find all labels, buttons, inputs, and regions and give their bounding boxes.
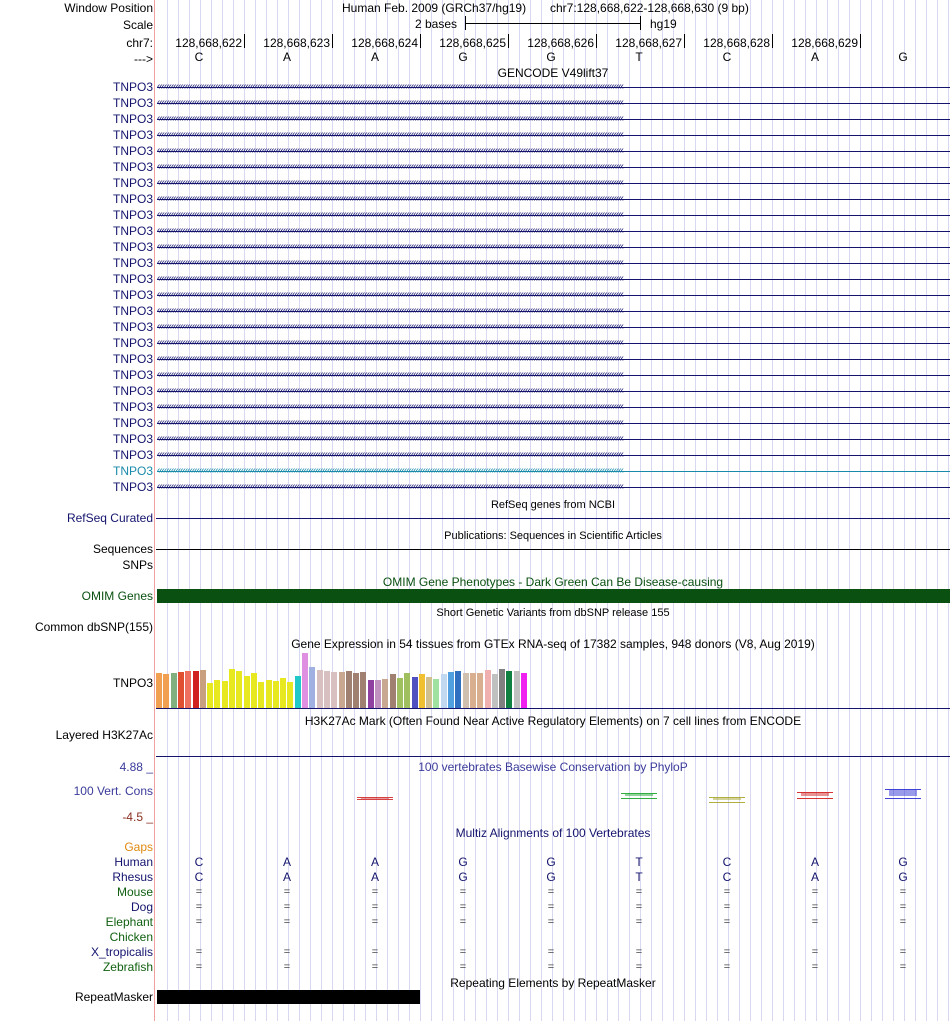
gencode-transcript-label[interactable]: TNPO3 (112, 96, 153, 110)
alignment-match-symbol: = (547, 946, 555, 958)
scale-label: Scale (122, 18, 153, 32)
gtex-tissue-bar[interactable] (499, 669, 505, 708)
species-label[interactable]: Human (114, 855, 153, 869)
phylop-score-mark-body (801, 793, 829, 796)
refseq-title: RefSeq genes from NCBI (490, 499, 616, 511)
species-label[interactable]: Zebrafish (102, 960, 153, 974)
strand-arrows: ‹‹‹‹‹‹‹‹‹‹‹‹‹‹‹‹‹‹‹‹‹‹‹‹‹‹‹‹‹‹‹‹‹‹‹‹‹‹‹‹‹‹‹‹‹‹‹‹‹‹‹‹‹‹‹‹‹‹‹‹‹‹‹‹‹‹‹‹‹‹‹‹‹‹‹‹‹‹‹‹‹‹‹‹‹‹‹‹‹‹‹‹‹‹‹‹‹‹‹‹‹‹‹‹‹‹‹‹‹‹‹‹‹‹‹‹‹‹‹‹‹‹‹‹‹‹‹‹‹‹‹‹‹‹‹‹‹‹‹‹‹‹‹‹‹‹‹‹‹‹‹‹‹‹‹‹‹‹‹‹‹‹‹‹‹‹‹‹‹‹‹‹‹‹‹‹‹‹‹‹‹‹‹‹‹‹‹‹‹‹‹‹‹‹‹‹‹‹‹‹ (157, 82, 624, 92)
gencode-transcript-line[interactable] (157, 274, 950, 284)
base-letter: C (722, 50, 732, 64)
gtex-tissue-bar[interactable] (251, 673, 257, 708)
phylop-label[interactable]: 100 Vert. Cons (73, 784, 153, 798)
base-letter: A (370, 50, 379, 64)
coordinate-tick (772, 34, 773, 48)
position-text: chr7:128,668,622-128,668,630 (9 bp) (550, 1, 749, 15)
alignment-match-symbol: = (547, 886, 555, 898)
alignment-base: G (458, 855, 468, 869)
alignment-match-symbol: = (195, 901, 203, 913)
alignment-base: A (810, 855, 819, 869)
scale-bar-left-tick (465, 16, 466, 30)
assembly-text: Human Feb. 2009 (GRCh37/hg19) (342, 1, 527, 15)
alignment-match-symbol: = (283, 946, 291, 958)
gencode-transcript-label[interactable]: TNPO3 (112, 288, 153, 302)
gtex-tissue-bar[interactable] (353, 673, 359, 708)
base-letter: C (194, 50, 204, 64)
species-label[interactable]: Dog (130, 900, 153, 914)
dbsnp-title: Short Genetic Variants from dbSNP release 155 (436, 607, 670, 619)
alignment-match-symbol: = (811, 916, 819, 928)
scale-bar (465, 23, 641, 24)
multiz-title: Multiz Alignments of 100 Vertebrates (455, 826, 651, 840)
alignment-match-symbol: = (811, 901, 819, 913)
alignment-base: A (282, 855, 291, 869)
gtex-tissue-bar[interactable] (419, 674, 425, 708)
strand-arrows: ‹‹‹‹‹‹‹‹‹‹‹‹‹‹‹‹‹‹‹‹‹‹‹‹‹‹‹‹‹‹‹‹‹‹‹‹‹‹‹‹‹‹‹‹‹‹‹‹‹‹‹‹‹‹‹‹‹‹‹‹‹‹‹‹‹‹‹‹‹‹‹‹‹‹‹‹‹‹‹‹‹‹‹‹‹‹‹‹‹‹‹‹‹‹‹‹‹‹‹‹‹‹‹‹‹‹‹‹‹‹‹‹‹‹‹‹‹‹‹‹‹‹‹‹‹‹‹‹‹‹‹‹‹‹‹‹‹‹‹‹‹‹‹‹‹‹‹‹‹‹‹‹‹‹‹‹‹‹‹‹‹‹‹‹‹‹‹‹‹‹‹‹‹‹‹‹‹‹‹‹‹‹‹‹‹‹‹‹‹‹‹‹‹‹‹‹‹‹‹‹ (157, 114, 624, 124)
gtex-tissue-bar[interactable] (506, 671, 512, 708)
gencode-transcript-label[interactable]: TNPO3 (112, 464, 153, 478)
gaps-label[interactable]: Gaps (124, 840, 153, 854)
gtex-tissue-bar[interactable] (346, 671, 352, 708)
alignment-match-symbol: = (371, 916, 379, 928)
gtex-tissue-bar[interactable] (382, 679, 388, 708)
gencode-transcript-line[interactable] (157, 370, 950, 380)
gtex-tissue-bar[interactable] (185, 671, 191, 708)
gencode-transcript-line[interactable] (157, 418, 950, 428)
gtex-tissue-bar[interactable] (433, 679, 439, 708)
gtex-tissue-bar[interactable] (236, 671, 242, 708)
alignment-match-symbol: = (283, 901, 291, 913)
gencode-transcript-line[interactable] (157, 402, 950, 412)
alignment-match-symbol: = (899, 901, 907, 913)
alignment-match-symbol: = (459, 901, 467, 913)
alignment-match-symbol: = (811, 946, 819, 958)
phylop-score-mark-body (713, 798, 741, 800)
alignment-base: G (546, 855, 556, 869)
species-label[interactable]: Rhesus (112, 870, 153, 884)
gencode-transcript-line[interactable] (157, 194, 950, 204)
gencode-transcript-label[interactable]: TNPO3 (112, 144, 153, 158)
alignment-match-symbol: = (635, 916, 643, 928)
scale-value: 2 bases (415, 17, 458, 31)
gencode-transcript-line[interactable] (157, 450, 950, 460)
alignment-match-symbol: = (283, 961, 291, 973)
strand-arrows: ‹‹‹‹‹‹‹‹‹‹‹‹‹‹‹‹‹‹‹‹‹‹‹‹‹‹‹‹‹‹‹‹‹‹‹‹‹‹‹‹‹‹‹‹‹‹‹‹‹‹‹‹‹‹‹‹‹‹‹‹‹‹‹‹‹‹‹‹‹‹‹‹‹‹‹‹‹‹‹‹‹‹‹‹‹‹‹‹‹‹‹‹‹‹‹‹‹‹‹‹‹‹‹‹‹‹‹‹‹‹‹‹‹‹‹‹‹‹‹‹‹‹‹‹‹‹‹‹‹‹‹‹‹‹‹‹‹‹‹‹‹‹‹‹‹‹‹‹‹‹‹‹‹‹‹‹‹‹‹‹‹‹‹‹‹‹‹‹‹‹‹‹‹‹‹‹‹‹‹‹‹‹‹‹‹‹‹‹‹‹‹‹‹‹‹‹‹‹‹‹ (157, 290, 624, 300)
publications-title: Publications: Sequences in Scientific Articles (444, 530, 662, 542)
gtex-tissue-bar[interactable] (222, 681, 228, 708)
gencode-transcript-line[interactable] (157, 210, 950, 220)
gtex-tissue-bar[interactable] (295, 676, 301, 708)
gencode-transcript-line[interactable] (157, 322, 950, 332)
species-label[interactable]: Chicken (109, 930, 153, 944)
alignment-match-symbol: = (371, 946, 379, 958)
h3k27ac-label[interactable]: Layered H3K27Ac (55, 728, 153, 742)
coordinate-label: 128,668,627 (615, 36, 682, 50)
phylop-min-label: -4.5 _ (122, 810, 153, 824)
gtex-tissue-bar[interactable] (455, 671, 461, 708)
coordinate-label: 128,668,628 (703, 36, 770, 50)
alignment-match-symbol: = (283, 886, 291, 898)
alignment-match-symbol: = (195, 961, 203, 973)
coordinate-tick (332, 34, 333, 48)
coordinate-tick (244, 34, 245, 48)
alignment-match-symbol: = (899, 961, 907, 973)
gtex-tissue-bar[interactable] (302, 653, 308, 708)
gencode-transcript-line[interactable] (157, 98, 950, 108)
omim-label[interactable]: OMIM Genes (81, 589, 153, 603)
strand-arrows: ‹‹‹‹‹‹‹‹‹‹‹‹‹‹‹‹‹‹‹‹‹‹‹‹‹‹‹‹‹‹‹‹‹‹‹‹‹‹‹‹‹‹‹‹‹‹‹‹‹‹‹‹‹‹‹‹‹‹‹‹‹‹‹‹‹‹‹‹‹‹‹‹‹‹‹‹‹‹‹‹‹‹‹‹‹‹‹‹‹‹‹‹‹‹‹‹‹‹‹‹‹‹‹‹‹‹‹‹‹‹‹‹‹‹‹‹‹‹‹‹‹‹‹‹‹‹‹‹‹‹‹‹‹‹‹‹‹‹‹‹‹‹‹‹‹‹‹‹‹‹‹‹‹‹‹‹‹‹‹‹‹‹‹‹‹‹‹‹‹‹‹‹‹‹‹‹‹‹‹‹‹‹‹‹‹‹‹‹‹‹‹‹‹‹‹‹‹‹‹‹ (157, 306, 624, 316)
gtex-tissue-bar[interactable] (390, 674, 396, 708)
strand-arrows: ‹‹‹‹‹‹‹‹‹‹‹‹‹‹‹‹‹‹‹‹‹‹‹‹‹‹‹‹‹‹‹‹‹‹‹‹‹‹‹‹‹‹‹‹‹‹‹‹‹‹‹‹‹‹‹‹‹‹‹‹‹‹‹‹‹‹‹‹‹‹‹‹‹‹‹‹‹‹‹‹‹‹‹‹‹‹‹‹‹‹‹‹‹‹‹‹‹‹‹‹‹‹‹‹‹‹‹‹‹‹‹‹‹‹‹‹‹‹‹‹‹‹‹‹‹‹‹‹‹‹‹‹‹‹‹‹‹‹‹‹‹‹‹‹‹‹‹‹‹‹‹‹‹‹‹‹‹‹‹‹‹‹‹‹‹‹‹‹‹‹‹‹‹‹‹‹‹‹‹‹‹‹‹‹‹‹‹‹‹‹‹‹‹‹‹‹‹‹‹‹ (157, 450, 624, 460)
alignment-base: C (722, 855, 732, 869)
alignment-match-symbol: = (723, 961, 731, 973)
strand-arrows: ‹‹‹‹‹‹‹‹‹‹‹‹‹‹‹‹‹‹‹‹‹‹‹‹‹‹‹‹‹‹‹‹‹‹‹‹‹‹‹‹‹‹‹‹‹‹‹‹‹‹‹‹‹‹‹‹‹‹‹‹‹‹‹‹‹‹‹‹‹‹‹‹‹‹‹‹‹‹‹‹‹‹‹‹‹‹‹‹‹‹‹‹‹‹‹‹‹‹‹‹‹‹‹‹‹‹‹‹‹‹‹‹‹‹‹‹‹‹‹‹‹‹‹‹‹‹‹‹‹‹‹‹‹‹‹‹‹‹‹‹‹‹‹‹‹‹‹‹‹‹‹‹‹‹‹‹‹‹‹‹‹‹‹‹‹‹‹‹‹‹‹‹‹‹‹‹‹‹‹‹‹‹‹‹‹‹‹‹‹‹‹‹‹‹‹‹‹‹‹‹ (157, 482, 624, 492)
scale-bar-right-tick (640, 16, 641, 30)
gtex-tissue-bar[interactable] (273, 681, 279, 708)
strand-arrows: ‹‹‹‹‹‹‹‹‹‹‹‹‹‹‹‹‹‹‹‹‹‹‹‹‹‹‹‹‹‹‹‹‹‹‹‹‹‹‹‹‹‹‹‹‹‹‹‹‹‹‹‹‹‹‹‹‹‹‹‹‹‹‹‹‹‹‹‹‹‹‹‹‹‹‹‹‹‹‹‹‹‹‹‹‹‹‹‹‹‹‹‹‹‹‹‹‹‹‹‹‹‹‹‹‹‹‹‹‹‹‹‹‹‹‹‹‹‹‹‹‹‹‹‹‹‹‹‹‹‹‹‹‹‹‹‹‹‹‹‹‹‹‹‹‹‹‹‹‹‹‹‹‹‹‹‹‹‹‹‹‹‹‹‹‹‹‹‹‹‹‹‹‹‹‹‹‹‹‹‹‹‹‹‹‹‹‹‹‹‹‹‹‹‹‹‹‹‹‹‹ (157, 370, 624, 380)
strand-arrows: ‹‹‹‹‹‹‹‹‹‹‹‹‹‹‹‹‹‹‹‹‹‹‹‹‹‹‹‹‹‹‹‹‹‹‹‹‹‹‹‹‹‹‹‹‹‹‹‹‹‹‹‹‹‹‹‹‹‹‹‹‹‹‹‹‹‹‹‹‹‹‹‹‹‹‹‹‹‹‹‹‹‹‹‹‹‹‹‹‹‹‹‹‹‹‹‹‹‹‹‹‹‹‹‹‹‹‹‹‹‹‹‹‹‹‹‹‹‹‹‹‹‹‹‹‹‹‹‹‹‹‹‹‹‹‹‹‹‹‹‹‹‹‹‹‹‹‹‹‹‹‹‹‹‹‹‹‹‹‹‹‹‹‹‹‹‹‹‹‹‹‹‹‹‹‹‹‹‹‹‹‹‹‹‹‹‹‹‹‹‹‹‹‹‹‹‹‹‹‹‹ (157, 162, 624, 172)
gencode-transcript-line[interactable] (157, 242, 950, 252)
alignment-match-symbol: = (459, 961, 467, 973)
alignment-match-symbol: = (371, 901, 379, 913)
publications-label[interactable]: Sequences (92, 542, 153, 556)
strand-arrows: ‹‹‹‹‹‹‹‹‹‹‹‹‹‹‹‹‹‹‹‹‹‹‹‹‹‹‹‹‹‹‹‹‹‹‹‹‹‹‹‹‹‹‹‹‹‹‹‹‹‹‹‹‹‹‹‹‹‹‹‹‹‹‹‹‹‹‹‹‹‹‹‹‹‹‹‹‹‹‹‹‹‹‹‹‹‹‹‹‹‹‹‹‹‹‹‹‹‹‹‹‹‹‹‹‹‹‹‹‹‹‹‹‹‹‹‹‹‹‹‹‹‹‹‹‹‹‹‹‹‹‹‹‹‹‹‹‹‹‹‹‹‹‹‹‹‹‹‹‹‹‹‹‹‹‹‹‹‹‹‹‹‹‹‹‹‹‹‹‹‹‹‹‹‹‹‹‹‹‹‹‹‹‹‹‹‹‹‹‹‹‹‹‹‹‹‹‹‹‹‹ (157, 354, 624, 364)
alignment-base: A (370, 855, 379, 869)
alignment-base: A (810, 870, 819, 884)
alignment-match-symbol: = (899, 886, 907, 898)
alignment-match-symbol: = (811, 961, 819, 973)
alignment-match-symbol: = (723, 916, 731, 928)
gtex-tissue-bar[interactable] (287, 682, 293, 708)
alignment-match-symbol: = (547, 901, 555, 913)
gtex-label[interactable]: TNPO3 (112, 676, 153, 690)
coordinate-label: 128,668,622 (175, 36, 242, 50)
coordinate-tick (420, 34, 421, 48)
refseq-gene-line[interactable] (156, 518, 950, 519)
coordinate-tick (860, 34, 861, 48)
coordinate-label: 128,668,626 (527, 36, 594, 50)
alignment-match-symbol: = (371, 961, 379, 973)
snps-label[interactable]: SNPs (122, 558, 153, 572)
phylop-score-mark-body (625, 794, 653, 796)
gencode-transcript-label[interactable]: TNPO3 (112, 448, 153, 462)
h3k27ac-title: H3K27Ac Mark (Often Found Near Active Regulatory Elements) on 7 cell lines from ENCODE (304, 714, 802, 728)
gtex-tissue-bar[interactable] (375, 680, 381, 708)
base-letter: G (898, 50, 908, 64)
alignment-match-symbol: = (811, 886, 819, 898)
repeatmasker-label[interactable]: RepeatMasker (74, 990, 153, 1004)
gencode-title: GENCODE V49lift37 (497, 66, 609, 80)
gencode-transcript-label[interactable]: TNPO3 (112, 336, 153, 350)
gtex-tissue-bar[interactable] (244, 676, 250, 708)
gencode-transcript-line[interactable] (157, 114, 950, 124)
gtex-tissue-bar[interactable] (441, 674, 447, 708)
strand-arrows: ‹‹‹‹‹‹‹‹‹‹‹‹‹‹‹‹‹‹‹‹‹‹‹‹‹‹‹‹‹‹‹‹‹‹‹‹‹‹‹‹‹‹‹‹‹‹‹‹‹‹‹‹‹‹‹‹‹‹‹‹‹‹‹‹‹‹‹‹‹‹‹‹‹‹‹‹‹‹‹‹‹‹‹‹‹‹‹‹‹‹‹‹‹‹‹‹‹‹‹‹‹‹‹‹‹‹‹‹‹‹‹‹‹‹‹‹‹‹‹‹‹‹‹‹‹‹‹‹‹‹‹‹‹‹‹‹‹‹‹‹‹‹‹‹‹‹‹‹‹‹‹‹‹‹‹‹‹‹‹‹‹‹‹‹‹‹‹‹‹‹‹‹‹‹‹‹‹‹‹‹‹‹‹‹‹‹‹‹‹‹‹‹‹‹‹‹‹‹‹‹ (157, 418, 624, 428)
gencode-transcript-label[interactable]: TNPO3 (112, 400, 153, 414)
gencode-transcript-line[interactable] (157, 482, 950, 492)
species-label[interactable]: Elephant (105, 915, 153, 929)
strand-arrows: ‹‹‹‹‹‹‹‹‹‹‹‹‹‹‹‹‹‹‹‹‹‹‹‹‹‹‹‹‹‹‹‹‹‹‹‹‹‹‹‹‹‹‹‹‹‹‹‹‹‹‹‹‹‹‹‹‹‹‹‹‹‹‹‹‹‹‹‹‹‹‹‹‹‹‹‹‹‹‹‹‹‹‹‹‹‹‹‹‹‹‹‹‹‹‹‹‹‹‹‹‹‹‹‹‹‹‹‹‹‹‹‹‹‹‹‹‹‹‹‹‹‹‹‹‹‹‹‹‹‹‹‹‹‹‹‹‹‹‹‹‹‹‹‹‹‹‹‹‹‹‹‹‹‹‹‹‹‹‹‹‹‹‹‹‹‹‹‹‹‹‹‹‹‹‹‹‹‹‹‹‹‹‹‹‹‹‹‹‹‹‹‹‹‹‹‹‹‹‹‹ (157, 226, 624, 236)
alignment-base: A (282, 870, 291, 884)
dbsnp-label[interactable]: Common dbSNP(155) (34, 620, 153, 634)
gtex-tissue-bar[interactable] (280, 678, 286, 708)
strand-arrows: ‹‹‹‹‹‹‹‹‹‹‹‹‹‹‹‹‹‹‹‹‹‹‹‹‹‹‹‹‹‹‹‹‹‹‹‹‹‹‹‹‹‹‹‹‹‹‹‹‹‹‹‹‹‹‹‹‹‹‹‹‹‹‹‹‹‹‹‹‹‹‹‹‹‹‹‹‹‹‹‹‹‹‹‹‹‹‹‹‹‹‹‹‹‹‹‹‹‹‹‹‹‹‹‹‹‹‹‹‹‹‹‹‹‹‹‹‹‹‹‹‹‹‹‹‹‹‹‹‹‹‹‹‹‹‹‹‹‹‹‹‹‹‹‹‹‹‹‹‹‹‹‹‹‹‹‹‹‹‹‹‹‹‹‹‹‹‹‹‹‹‹‹‹‹‹‹‹‹‹‹‹‹‹‹‹‹‹‹‹‹‹‹‹‹‹‹‹‹‹‹ (157, 130, 624, 140)
gencode-transcript-label[interactable]: TNPO3 (112, 384, 153, 398)
alignment-match-symbol: = (899, 916, 907, 928)
coordinate-label: 128,668,624 (351, 36, 418, 50)
strand-arrows: ‹‹‹‹‹‹‹‹‹‹‹‹‹‹‹‹‹‹‹‹‹‹‹‹‹‹‹‹‹‹‹‹‹‹‹‹‹‹‹‹‹‹‹‹‹‹‹‹‹‹‹‹‹‹‹‹‹‹‹‹‹‹‹‹‹‹‹‹‹‹‹‹‹‹‹‹‹‹‹‹‹‹‹‹‹‹‹‹‹‹‹‹‹‹‹‹‹‹‹‹‹‹‹‹‹‹‹‹‹‹‹‹‹‹‹‹‹‹‹‹‹‹‹‹‹‹‹‹‹‹‹‹‹‹‹‹‹‹‹‹‹‹‹‹‹‹‹‹‹‹‹‹‹‹‹‹‹‹‹‹‹‹‹‹‹‹‹‹‹‹‹‹‹‹‹‹‹‹‹‹‹‹‹‹‹‹‹‹‹‹‹‹‹‹‹‹‹‹‹‹ (157, 178, 624, 188)
gtex-tissue-bar[interactable] (463, 673, 469, 708)
coordinate-tick (508, 34, 509, 48)
gtex-tissue-bar[interactable] (477, 673, 483, 708)
refseq-label[interactable]: RefSeq Curated (66, 511, 153, 525)
strand-arrows: ‹‹‹‹‹‹‹‹‹‹‹‹‹‹‹‹‹‹‹‹‹‹‹‹‹‹‹‹‹‹‹‹‹‹‹‹‹‹‹‹‹‹‹‹‹‹‹‹‹‹‹‹‹‹‹‹‹‹‹‹‹‹‹‹‹‹‹‹‹‹‹‹‹‹‹‹‹‹‹‹‹‹‹‹‹‹‹‹‹‹‹‹‹‹‹‹‹‹‹‹‹‹‹‹‹‹‹‹‹‹‹‹‹‹‹‹‹‹‹‹‹‹‹‹‹‹‹‹‹‹‹‹‹‹‹‹‹‹‹‹‹‹‹‹‹‹‹‹‹‹‹‹‹‹‹‹‹‹‹‹‹‹‹‹‹‹‹‹‹‹‹‹‹‹‹‹‹‹‹‹‹‹‹‹‹‹‹‹‹‹‹‹‹‹‹‹‹‹‹‹ (157, 98, 624, 108)
gencode-transcript-label[interactable]: TNPO3 (112, 480, 153, 494)
omim-title: OMIM Gene Phenotypes - Dark Green Can Be Disease-causing (382, 575, 724, 589)
gencode-transcript-label[interactable]: TNPO3 (112, 160, 153, 174)
gencode-transcript-line[interactable] (157, 146, 950, 156)
gtex-tissue-bar[interactable] (521, 673, 527, 708)
strand-arrows: ‹‹‹‹‹‹‹‹‹‹‹‹‹‹‹‹‹‹‹‹‹‹‹‹‹‹‹‹‹‹‹‹‹‹‹‹‹‹‹‹‹‹‹‹‹‹‹‹‹‹‹‹‹‹‹‹‹‹‹‹‹‹‹‹‹‹‹‹‹‹‹‹‹‹‹‹‹‹‹‹‹‹‹‹‹‹‹‹‹‹‹‹‹‹‹‹‹‹‹‹‹‹‹‹‹‹‹‹‹‹‹‹‹‹‹‹‹‹‹‹‹‹‹‹‹‹‹‹‹‹‹‹‹‹‹‹‹‹‹‹‹‹‹‹‹‹‹‹‹‹‹‹‹‹‹‹‹‹‹‹‹‹‹‹‹‹‹‹‹‹‹‹‹‹‹‹‹‹‹‹‹‹‹‹‹‹‹‹‹‹‹‹‹‹‹‹‹‹‹‹ (157, 338, 624, 348)
gtex-tissue-bar[interactable] (368, 680, 374, 708)
base-letter: T (635, 50, 643, 64)
alignment-match-symbol: = (459, 916, 467, 928)
gtex-tissue-bar[interactable] (397, 678, 403, 708)
alignment-base: C (194, 855, 204, 869)
gencode-transcript-label[interactable]: TNPO3 (112, 352, 153, 366)
gencode-transcript-line[interactable] (157, 82, 950, 92)
gtex-tissue-bar[interactable] (426, 677, 432, 708)
base-letter: A (810, 50, 819, 64)
alignment-match-symbol: = (459, 946, 467, 958)
gencode-transcript-line[interactable] (157, 354, 950, 364)
gencode-transcript-line[interactable] (157, 338, 950, 348)
strand-arrows: ‹‹‹‹‹‹‹‹‹‹‹‹‹‹‹‹‹‹‹‹‹‹‹‹‹‹‹‹‹‹‹‹‹‹‹‹‹‹‹‹‹‹‹‹‹‹‹‹‹‹‹‹‹‹‹‹‹‹‹‹‹‹‹‹‹‹‹‹‹‹‹‹‹‹‹‹‹‹‹‹‹‹‹‹‹‹‹‹‹‹‹‹‹‹‹‹‹‹‹‹‹‹‹‹‹‹‹‹‹‹‹‹‹‹‹‹‹‹‹‹‹‹‹‹‹‹‹‹‹‹‹‹‹‹‹‹‹‹‹‹‹‹‹‹‹‹‹‹‹‹‹‹‹‹‹‹‹‹‹‹‹‹‹‹‹‹‹‹‹‹‹‹‹‹‹‹‹‹‹‹‹‹‹‹‹‹‹‹‹‹‹‹‹‹‹‹‹‹‹‹ (157, 402, 624, 412)
strand-arrows: ‹‹‹‹‹‹‹‹‹‹‹‹‹‹‹‹‹‹‹‹‹‹‹‹‹‹‹‹‹‹‹‹‹‹‹‹‹‹‹‹‹‹‹‹‹‹‹‹‹‹‹‹‹‹‹‹‹‹‹‹‹‹‹‹‹‹‹‹‹‹‹‹‹‹‹‹‹‹‹‹‹‹‹‹‹‹‹‹‹‹‹‹‹‹‹‹‹‹‹‹‹‹‹‹‹‹‹‹‹‹‹‹‹‹‹‹‹‹‹‹‹‹‹‹‹‹‹‹‹‹‹‹‹‹‹‹‹‹‹‹‹‹‹‹‹‹‹‹‹‹‹‹‹‹‹‹‹‹‹‹‹‹‹‹‹‹‹‹‹‹‹‹‹‹‹‹‹‹‹‹‹‹‹‹‹‹‹‹‹‹‹‹‹‹‹‹‹‹‹‹ (157, 146, 624, 156)
publications-line[interactable] (156, 549, 950, 550)
chrom-label: chr7: (126, 36, 153, 50)
phylop-score-mark-body (361, 798, 389, 799)
strand-arrows: ‹‹‹‹‹‹‹‹‹‹‹‹‹‹‹‹‹‹‹‹‹‹‹‹‹‹‹‹‹‹‹‹‹‹‹‹‹‹‹‹‹‹‹‹‹‹‹‹‹‹‹‹‹‹‹‹‹‹‹‹‹‹‹‹‹‹‹‹‹‹‹‹‹‹‹‹‹‹‹‹‹‹‹‹‹‹‹‹‹‹‹‹‹‹‹‹‹‹‹‹‹‹‹‹‹‹‹‹‹‹‹‹‹‹‹‹‹‹‹‹‹‹‹‹‹‹‹‹‹‹‹‹‹‹‹‹‹‹‹‹‹‹‹‹‹‹‹‹‹‹‹‹‹‹‹‹‹‹‹‹‹‹‹‹‹‹‹‹‹‹‹‹‹‹‹‹‹‹‹‹‹‹‹‹‹‹‹‹‹‹‹‹‹‹‹‹‹‹‹‹ (157, 386, 624, 396)
coordinate-label: 128,668,625 (439, 36, 506, 50)
gencode-transcript-label[interactable]: TNPO3 (112, 256, 153, 270)
alignment-base: T (635, 855, 643, 869)
coordinate-tick (684, 34, 685, 48)
alignment-base: C (722, 870, 732, 884)
alignment-match-symbol: = (547, 916, 555, 928)
gencode-transcript-label[interactable]: TNPO3 (112, 240, 153, 254)
gtex-tissue-bar[interactable] (156, 673, 162, 708)
alignment-match-symbol: = (635, 886, 643, 898)
alignment-match-symbol: = (635, 961, 643, 973)
gtex-tissue-bar[interactable] (448, 672, 454, 708)
h3k27ac-baseline (156, 756, 950, 757)
gencode-transcript-label[interactable]: TNPO3 (112, 112, 153, 126)
alignment-base: C (194, 870, 204, 884)
alignment-match-symbol: = (195, 916, 203, 928)
gencode-transcript-line[interactable] (157, 306, 950, 316)
gtex-tissue-bar[interactable] (207, 683, 213, 708)
window-position-label: Window Position (64, 1, 153, 15)
base-letter: G (546, 50, 556, 64)
strand-arrows: ‹‹‹‹‹‹‹‹‹‹‹‹‹‹‹‹‹‹‹‹‹‹‹‹‹‹‹‹‹‹‹‹‹‹‹‹‹‹‹‹‹‹‹‹‹‹‹‹‹‹‹‹‹‹‹‹‹‹‹‹‹‹‹‹‹‹‹‹‹‹‹‹‹‹‹‹‹‹‹‹‹‹‹‹‹‹‹‹‹‹‹‹‹‹‹‹‹‹‹‹‹‹‹‹‹‹‹‹‹‹‹‹‹‹‹‹‹‹‹‹‹‹‹‹‹‹‹‹‹‹‹‹‹‹‹‹‹‹‹‹‹‹‹‹‹‹‹‹‹‹‹‹‹‹‹‹‹‹‹‹‹‹‹‹‹‹‹‹‹‹‹‹‹‹‹‹‹‹‹‹‹‹‹‹‹‹‹‹‹‹‹‹‹‹‹‹‹‹‹‹ (157, 258, 624, 268)
gtex-tissue-bar[interactable] (360, 672, 366, 708)
gtex-bar-chart[interactable] (156, 652, 950, 708)
gencode-transcript-label[interactable]: TNPO3 (112, 192, 153, 206)
gtex-tissue-bar[interactable] (163, 674, 169, 708)
label-divider (154, 0, 155, 1021)
alignment-match-symbol: = (635, 901, 643, 913)
coordinate-label: 128,668,623 (263, 36, 330, 50)
gtex-tissue-bar[interactable] (229, 669, 235, 708)
gtex-tissue-bar[interactable] (339, 672, 345, 708)
gtex-tissue-bar[interactable] (404, 673, 410, 708)
gtex-tissue-bar[interactable] (214, 680, 220, 708)
gtex-tissue-bar[interactable] (514, 671, 520, 708)
alignment-match-symbol: = (547, 961, 555, 973)
coordinate-tick (596, 34, 597, 48)
omim-gene-bar[interactable] (157, 589, 950, 603)
alignment-base: T (635, 870, 643, 884)
repeatmasker-title: Repeating Elements by RepeatMasker (450, 976, 656, 990)
alignment-match-symbol: = (723, 901, 731, 913)
phylop-score-mark-body (889, 790, 917, 796)
gencode-transcript-line[interactable] (157, 258, 950, 268)
gencode-transcript-line[interactable] (157, 434, 950, 444)
phylop-max-label: 4.88 _ (119, 760, 153, 774)
strand-arrows: ‹‹‹‹‹‹‹‹‹‹‹‹‹‹‹‹‹‹‹‹‹‹‹‹‹‹‹‹‹‹‹‹‹‹‹‹‹‹‹‹‹‹‹‹‹‹‹‹‹‹‹‹‹‹‹‹‹‹‹‹‹‹‹‹‹‹‹‹‹‹‹‹‹‹‹‹‹‹‹‹‹‹‹‹‹‹‹‹‹‹‹‹‹‹‹‹‹‹‹‹‹‹‹‹‹‹‹‹‹‹‹‹‹‹‹‹‹‹‹‹‹‹‹‹‹‹‹‹‹‹‹‹‹‹‹‹‹‹‹‹‹‹‹‹‹‹‹‹‹‹‹‹‹‹‹‹‹‹‹‹‹‹‹‹‹‹‹‹‹‹‹‹‹‹‹‹‹‹‹‹‹‹‹‹‹‹‹‹‹‹‹‹‹‹‹‹‹‹‹‹ (157, 210, 624, 220)
strand-arrows: ‹‹‹‹‹‹‹‹‹‹‹‹‹‹‹‹‹‹‹‹‹‹‹‹‹‹‹‹‹‹‹‹‹‹‹‹‹‹‹‹‹‹‹‹‹‹‹‹‹‹‹‹‹‹‹‹‹‹‹‹‹‹‹‹‹‹‹‹‹‹‹‹‹‹‹‹‹‹‹‹‹‹‹‹‹‹‹‹‹‹‹‹‹‹‹‹‹‹‹‹‹‹‹‹‹‹‹‹‹‹‹‹‹‹‹‹‹‹‹‹‹‹‹‹‹‹‹‹‹‹‹‹‹‹‹‹‹‹‹‹‹‹‹‹‹‹‹‹‹‹‹‹‹‹‹‹‹‹‹‹‹‹‹‹‹‹‹‹‹‹‹‹‹‹‹‹‹‹‹‹‹‹‹‹‹‹‹‹‹‹‹‹‹‹‹‹‹‹‹‹ (157, 322, 624, 332)
strand-arrows: ‹‹‹‹‹‹‹‹‹‹‹‹‹‹‹‹‹‹‹‹‹‹‹‹‹‹‹‹‹‹‹‹‹‹‹‹‹‹‹‹‹‹‹‹‹‹‹‹‹‹‹‹‹‹‹‹‹‹‹‹‹‹‹‹‹‹‹‹‹‹‹‹‹‹‹‹‹‹‹‹‹‹‹‹‹‹‹‹‹‹‹‹‹‹‹‹‹‹‹‹‹‹‹‹‹‹‹‹‹‹‹‹‹‹‹‹‹‹‹‹‹‹‹‹‹‹‹‹‹‹‹‹‹‹‹‹‹‹‹‹‹‹‹‹‹‹‹‹‹‹‹‹‹‹‹‹‹‹‹‹‹‹‹‹‹‹‹‹‹‹‹‹‹‹‹‹‹‹‹‹‹‹‹‹‹‹‹‹‹‹‹‹‹‹‹‹‹‹‹‹ (157, 194, 624, 204)
strand-arrows: ‹‹‹‹‹‹‹‹‹‹‹‹‹‹‹‹‹‹‹‹‹‹‹‹‹‹‹‹‹‹‹‹‹‹‹‹‹‹‹‹‹‹‹‹‹‹‹‹‹‹‹‹‹‹‹‹‹‹‹‹‹‹‹‹‹‹‹‹‹‹‹‹‹‹‹‹‹‹‹‹‹‹‹‹‹‹‹‹‹‹‹‹‹‹‹‹‹‹‹‹‹‹‹‹‹‹‹‹‹‹‹‹‹‹‹‹‹‹‹‹‹‹‹‹‹‹‹‹‹‹‹‹‹‹‹‹‹‹‹‹‹‹‹‹‹‹‹‹‹‹‹‹‹‹‹‹‹‹‹‹‹‹‹‹‹‹‹‹‹‹‹‹‹‹‹‹‹‹‹‹‹‹‹‹‹‹‹‹‹‹‹‹‹‹‹‹‹‹‹‹ (157, 242, 624, 252)
gtex-tissue-bar[interactable] (485, 670, 491, 708)
gtex-tissue-bar[interactable] (200, 670, 206, 708)
gencode-transcript-label[interactable]: TNPO3 (112, 432, 153, 446)
gtex-tissue-bar[interactable] (258, 682, 264, 708)
alignment-base: G (458, 870, 468, 884)
gtex-tissue-bar[interactable] (178, 672, 184, 708)
gencode-transcript-label[interactable]: TNPO3 (112, 368, 153, 382)
gtex-tissue-bar[interactable] (266, 680, 272, 708)
phylop-title: 100 vertebrates Basewise Conservation by PhyloP (418, 760, 688, 774)
scale-db: hg19 (650, 17, 677, 31)
gencode-transcript-line[interactable] (157, 386, 950, 396)
alignment-match-symbol: = (459, 886, 467, 898)
alignment-match-symbol: = (899, 946, 907, 958)
gtex-baseline (156, 708, 950, 709)
gtex-tissue-bar[interactable] (331, 672, 337, 708)
gtex-tissue-bar[interactable] (317, 670, 323, 708)
species-label[interactable]: Mouse (116, 885, 153, 899)
gencode-transcript-label[interactable]: TNPO3 (112, 320, 153, 334)
strand-arrows: ‹‹‹‹‹‹‹‹‹‹‹‹‹‹‹‹‹‹‹‹‹‹‹‹‹‹‹‹‹‹‹‹‹‹‹‹‹‹‹‹‹‹‹‹‹‹‹‹‹‹‹‹‹‹‹‹‹‹‹‹‹‹‹‹‹‹‹‹‹‹‹‹‹‹‹‹‹‹‹‹‹‹‹‹‹‹‹‹‹‹‹‹‹‹‹‹‹‹‹‹‹‹‹‹‹‹‹‹‹‹‹‹‹‹‹‹‹‹‹‹‹‹‹‹‹‹‹‹‹‹‹‹‹‹‹‹‹‹‹‹‹‹‹‹‹‹‹‹‹‹‹‹‹‹‹‹‹‹‹‹‹‹‹‹‹‹‹‹‹‹‹‹‹‹‹‹‹‹‹‹‹‹‹‹‹‹‹‹‹‹‹‹‹‹‹‹‹‹‹‹ (157, 274, 624, 284)
alignment-base: G (898, 870, 908, 884)
gencode-transcript-label[interactable]: TNPO3 (112, 304, 153, 318)
gencode-transcript-label[interactable]: TNPO3 (112, 416, 153, 430)
gencode-transcript-line[interactable] (157, 466, 950, 476)
alignment-match-symbol: = (723, 886, 731, 898)
gencode-transcript-line[interactable] (157, 226, 950, 236)
repeat-element-bar[interactable] (157, 990, 420, 1004)
species-label[interactable]: X_tropicalis (90, 945, 153, 959)
gencode-transcript-line[interactable] (157, 130, 950, 140)
gtex-tissue-bar[interactable] (324, 671, 330, 708)
base-letter: G (458, 50, 468, 64)
gencode-transcript-label[interactable]: TNPO3 (112, 176, 153, 190)
gencode-transcript-line[interactable] (157, 162, 950, 172)
gtex-tissue-bar[interactable] (470, 673, 476, 708)
gtex-tissue-bar[interactable] (309, 667, 315, 708)
gencode-transcript-label[interactable]: TNPO3 (112, 224, 153, 238)
gtex-tissue-bar[interactable] (171, 673, 177, 708)
alignment-base: A (370, 870, 379, 884)
strand-arrows: ‹‹‹‹‹‹‹‹‹‹‹‹‹‹‹‹‹‹‹‹‹‹‹‹‹‹‹‹‹‹‹‹‹‹‹‹‹‹‹‹‹‹‹‹‹‹‹‹‹‹‹‹‹‹‹‹‹‹‹‹‹‹‹‹‹‹‹‹‹‹‹‹‹‹‹‹‹‹‹‹‹‹‹‹‹‹‹‹‹‹‹‹‹‹‹‹‹‹‹‹‹‹‹‹‹‹‹‹‹‹‹‹‹‹‹‹‹‹‹‹‹‹‹‹‹‹‹‹‹‹‹‹‹‹‹‹‹‹‹‹‹‹‹‹‹‹‹‹‹‹‹‹‹‹‹‹‹‹‹‹‹‹‹‹‹‹‹‹‹‹‹‹‹‹‹‹‹‹‹‹‹‹‹‹‹‹‹‹‹‹‹‹‹‹‹‹‹‹‹‹ (157, 434, 624, 444)
gtex-tissue-bar[interactable] (492, 674, 498, 708)
gencode-transcript-label[interactable]: TNPO3 (112, 80, 153, 94)
gencode-transcript-label[interactable]: TNPO3 (112, 272, 153, 286)
strand-arrows: ‹‹‹‹‹‹‹‹‹‹‹‹‹‹‹‹‹‹‹‹‹‹‹‹‹‹‹‹‹‹‹‹‹‹‹‹‹‹‹‹‹‹‹‹‹‹‹‹‹‹‹‹‹‹‹‹‹‹‹‹‹‹‹‹‹‹‹‹‹‹‹‹‹‹‹‹‹‹‹‹‹‹‹‹‹‹‹‹‹‹‹‹‹‹‹‹‹‹‹‹‹‹‹‹‹‹‹‹‹‹‹‹‹‹‹‹‹‹‹‹‹‹‹‹‹‹‹‹‹‹‹‹‹‹‹‹‹‹‹‹‹‹‹‹‹‹‹‹‹‹‹‹‹‹‹‹‹‹‹‹‹‹‹‹‹‹‹‹‹‹‹‹‹‹‹‹‹‹‹‹‹‹‹‹‹‹‹‹‹‹‹‹‹‹‹‹‹‹‹‹ (157, 466, 624, 476)
gencode-transcript-line[interactable] (157, 290, 950, 300)
alignment-match-symbol: = (635, 946, 643, 958)
alignment-match-symbol: = (723, 946, 731, 958)
strand-label: ---> (134, 52, 153, 66)
coordinate-label: 128,668,629 (791, 36, 858, 50)
alignment-base: G (546, 870, 556, 884)
gencode-transcript-label[interactable]: TNPO3 (112, 208, 153, 222)
alignment-match-symbol: = (195, 886, 203, 898)
base-letter: A (282, 50, 291, 64)
gencode-transcript-line[interactable] (157, 178, 950, 188)
gtex-tissue-bar[interactable] (193, 671, 199, 708)
gtex-title: Gene Expression in 54 tissues from GTEx RNA-seq of 17382 samples, 948 donors (V8, Aug 2019) (291, 637, 815, 651)
gencode-transcript-label[interactable]: TNPO3 (112, 128, 153, 142)
alignment-match-symbol: = (195, 946, 203, 958)
alignment-base: G (898, 855, 908, 869)
alignment-match-symbol: = (283, 916, 291, 928)
gtex-tissue-bar[interactable] (412, 677, 418, 708)
alignment-match-symbol: = (371, 886, 379, 898)
